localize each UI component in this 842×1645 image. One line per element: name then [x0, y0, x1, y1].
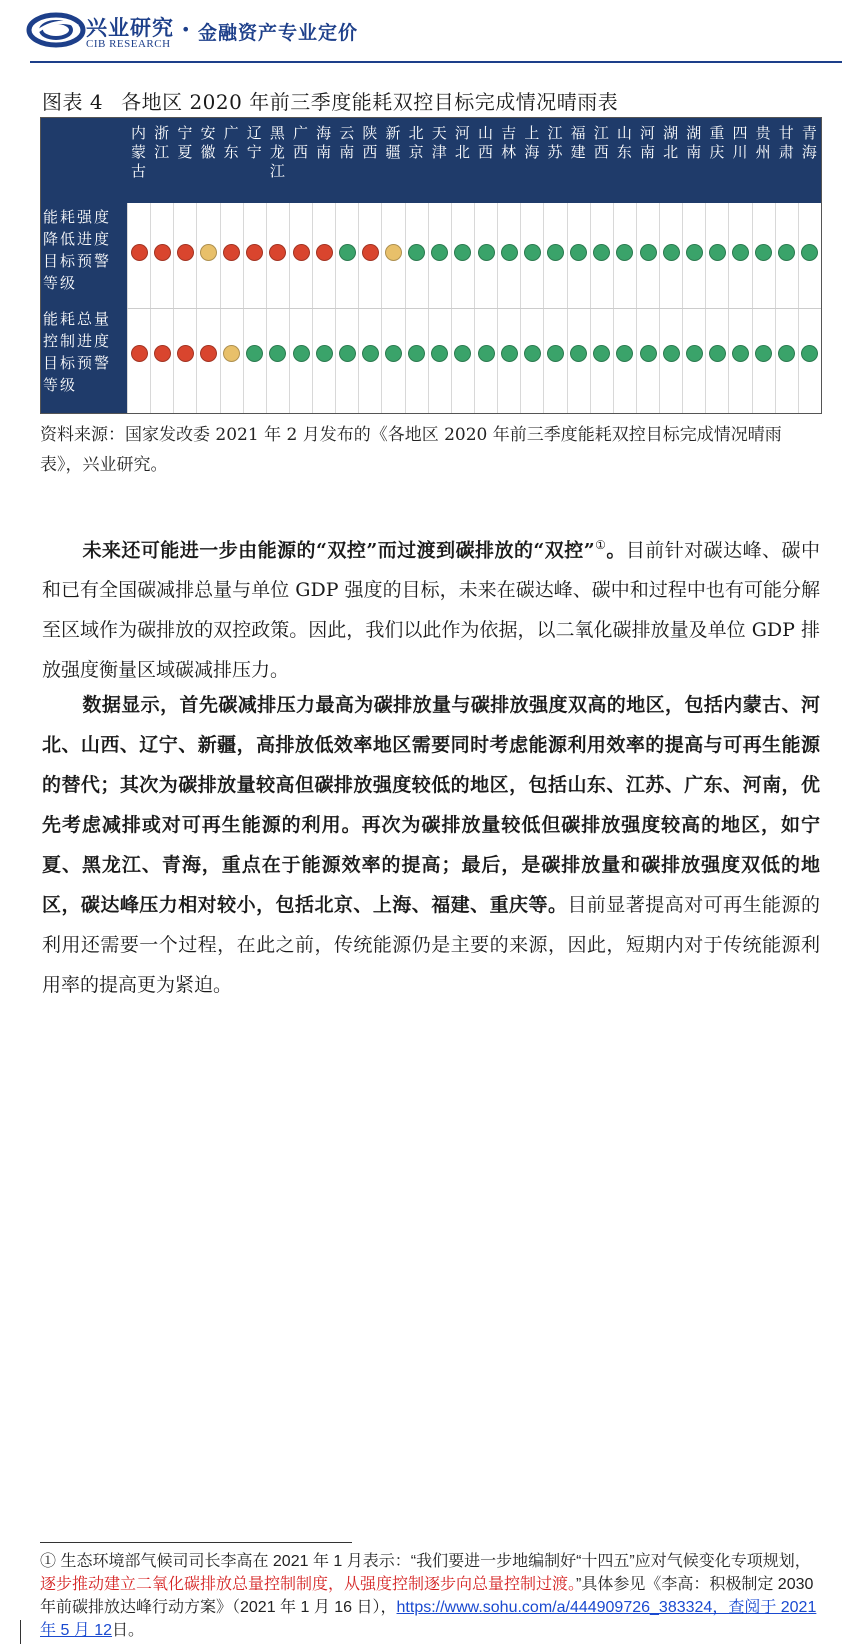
p1-text: 目前针对碳达峰、碳中和已有全国碳减排总量与单位 GDP 强度的目标，未来在碳达峰、碳中和过程中也有可能分解至区域作为碳排放的双控政策。因此，我们以此作为依据，以二氧化碳排放量及单位 GDP 排放强度衡量区域碳减排压力。: [42, 539, 820, 682]
page-header: [0, 0, 842, 62]
intensity-status-dot: [293, 244, 310, 261]
total-status-dot: [686, 345, 703, 362]
province-header: 湖 北: [663, 124, 679, 161]
intensity-status-dot: [801, 244, 818, 261]
total-status-dot: [246, 345, 263, 362]
province-header: 海 南: [316, 124, 332, 161]
province-header: 浙 江: [154, 124, 170, 161]
province-header: 广 东: [223, 124, 239, 161]
intensity-status-dot: [663, 244, 680, 261]
total-status-dot: [640, 345, 657, 362]
province-header: 吉 林: [501, 124, 517, 161]
total-status-dot: [177, 345, 194, 362]
footnote-marker: ①: [40, 1553, 57, 1570]
intensity-status-dot: [616, 244, 633, 261]
p1-bold: 未来还可能进一步由能源的“双控”而过渡到碳排放的“双控”: [82, 539, 595, 562]
total-status-dot: [431, 345, 448, 362]
intensity-status-dot: [339, 244, 356, 261]
intensity-status-dot: [154, 244, 171, 261]
intensity-status-dot: [385, 244, 402, 261]
province-header: 陕 西: [362, 124, 378, 161]
intensity-status-dot: [570, 244, 587, 261]
province-header: 辽 宁: [246, 124, 262, 161]
total-status-dot: [454, 345, 471, 362]
total-status-dot: [593, 345, 610, 362]
total-status-dot: [223, 345, 240, 362]
intensity-status-dot: [200, 244, 217, 261]
header-divider: [30, 61, 842, 63]
intensity-status-dot: [408, 244, 425, 261]
province-header: 上 海: [524, 124, 540, 161]
footnote: [40, 1550, 825, 1642]
footnote-divider: [40, 1542, 352, 1543]
figure-caption: 各地区 2020 年前三季度能耗双控目标完成情况晴雨表: [121, 90, 619, 114]
province-header: 甘 肃: [778, 124, 794, 161]
intensity-status-dot: [269, 244, 286, 261]
province-header: 河 南: [639, 124, 655, 161]
province-header: 重 庆: [709, 124, 725, 161]
total-status-dot: [478, 345, 495, 362]
intensity-status-dot: [686, 244, 703, 261]
total-status-dot: [154, 345, 171, 362]
row-label-total: 能耗总量控制进度目标预警等级: [43, 310, 112, 394]
total-status-dot: [778, 345, 795, 362]
p2-text: 目前显著提高对可再生能源的利用还需要一个过程，在此之前，传统能源仍是主要的来源，因此，短期内对于传统能源利用率的提高更为紧迫。: [42, 894, 820, 996]
intensity-status-dot: [223, 244, 240, 261]
intensity-status-dot: [362, 244, 379, 261]
intensity-status-dot: [131, 244, 148, 261]
total-status-dot: [339, 345, 356, 362]
total-status-dot: [524, 345, 541, 362]
total-status-dot: [801, 345, 818, 362]
table-column-header: [127, 118, 821, 203]
intensity-status-dot: [524, 244, 541, 261]
province-header: 四 川: [732, 124, 748, 161]
province-header: 新 疆: [385, 124, 401, 161]
total-status-dot: [663, 345, 680, 362]
p1-bold-end: 。: [606, 539, 626, 562]
brand-tagline: 金融资产专业定价: [198, 22, 359, 44]
total-status-dot: [293, 345, 310, 362]
footnote-link[interactable]: https://www.sohu.com/a/444909726_383324，查阅于 2021 年 5 月 12: [40, 1599, 817, 1639]
intensity-status-dot: [755, 244, 772, 261]
intensity-status-dot: [431, 244, 448, 261]
total-status-dot: [316, 345, 333, 362]
intensity-status-dot: [732, 244, 749, 261]
total-status-dot: [362, 345, 379, 362]
province-header: 安 徽: [200, 124, 216, 161]
intensity-status-dot: [246, 244, 263, 261]
total-status-dot: [732, 345, 749, 362]
province-header: 内 蒙 古: [131, 124, 147, 180]
province-header: 广 西: [292, 124, 308, 161]
footnote-text-b: ”具体参见《李高：积极制定 2030 年前碳排放达峰行动方案》（2021 年 1 月 16 日），: [40, 1576, 814, 1616]
province-header: 江 西: [593, 124, 609, 161]
paragraph-1: [42, 525, 820, 690]
total-status-dot: [616, 345, 633, 362]
figure-source: 资料来源：国家发改委 2021 年 2 月发布的《各地区 2020 年前三季度能耗双控目标完成情况晴雨表》，兴业研究。: [40, 425, 782, 475]
figure-number: 图表 4: [42, 90, 104, 114]
total-status-dot: [755, 345, 772, 362]
intensity-status-dot: [177, 244, 194, 261]
figure-title: [42, 86, 618, 115]
intensity-status-dot: [316, 244, 333, 261]
row-label-intensity: 能耗强度降低进度目标预警等级: [43, 208, 112, 292]
energy-control-table: [40, 117, 822, 414]
table-row-divider: [127, 308, 821, 309]
total-status-dot: [408, 345, 425, 362]
total-status-dot: [547, 345, 564, 362]
intensity-status-dot: [547, 244, 564, 261]
intensity-status-dot: [501, 244, 518, 261]
total-status-dot: [709, 345, 726, 362]
paragraph-2: [42, 685, 820, 1005]
province-header: 山 西: [478, 124, 494, 161]
province-header: 福 建: [570, 124, 586, 161]
intensity-status-dot: [709, 244, 726, 261]
brand-separator: •: [181, 20, 191, 39]
total-status-dot: [385, 345, 402, 362]
province-header: 天 津: [431, 124, 447, 161]
total-status-dot: [269, 345, 286, 362]
p2-bold: 数据显示，首先碳减排压力最高为碳排放量与碳排放强度双高的地区，包括内蒙古、河北、山西、辽宁、新疆，高排放低效率地区需要同时考虑能源利用效率的提高与可再生能源的替代；其次为碳排放量较高但碳排放强度较低的地区，包括山东、江苏、广东、河南，优先考虑减排或对可再生能源的利用。再次为碳排放量较低但碳排放强度较高的地区，如宁夏、黑龙江、青海，重点在于能源效率的提高；最后，是碳排放量和碳排放强度双低的地区，碳达峰压力相对较小，包括北京、上海、福建、重庆等。: [42, 694, 820, 916]
brand-name-en: CIB RESEARCH: [86, 38, 171, 50]
province-header: 云 南: [339, 124, 355, 161]
intensity-status-dot: [640, 244, 657, 261]
intensity-status-dot: [778, 244, 795, 261]
footnote-text-a: 生态环境部气候司司长李高在 2021 年 1 月表示：“我们要进一步地编制好“十四五”应对气候变化专项规划，: [56, 1553, 811, 1570]
footnote-highlight: 逐步推动建立二氧化碳排放总量控制制度，从强度控制逐步向总量控制过渡。: [40, 1576, 577, 1593]
total-status-dot: [200, 345, 217, 362]
province-header: 北 京: [408, 124, 424, 161]
text-cursor: [20, 1620, 21, 1644]
province-header: 江 苏: [547, 124, 563, 161]
province-header: 黑 龙 江: [269, 124, 285, 180]
province-header: 河 北: [454, 124, 470, 161]
province-header: 贵 州: [755, 124, 771, 161]
province-header: 宁 夏: [177, 124, 193, 161]
total-status-dot: [501, 345, 518, 362]
cib-logo-icon: [26, 12, 86, 48]
intensity-status-dot: [454, 244, 471, 261]
footnote-text-end: 日。: [112, 1622, 145, 1639]
province-header: 青 海: [801, 124, 817, 161]
footnote-ref: ①: [594, 538, 607, 552]
intensity-status-dot: [593, 244, 610, 261]
total-status-dot: [570, 345, 587, 362]
brand-name: 兴业研究: [86, 16, 174, 40]
intensity-status-dot: [478, 244, 495, 261]
total-status-dot: [131, 345, 148, 362]
province-header: 湖 南: [686, 124, 702, 161]
province-header: 山 东: [616, 124, 632, 161]
